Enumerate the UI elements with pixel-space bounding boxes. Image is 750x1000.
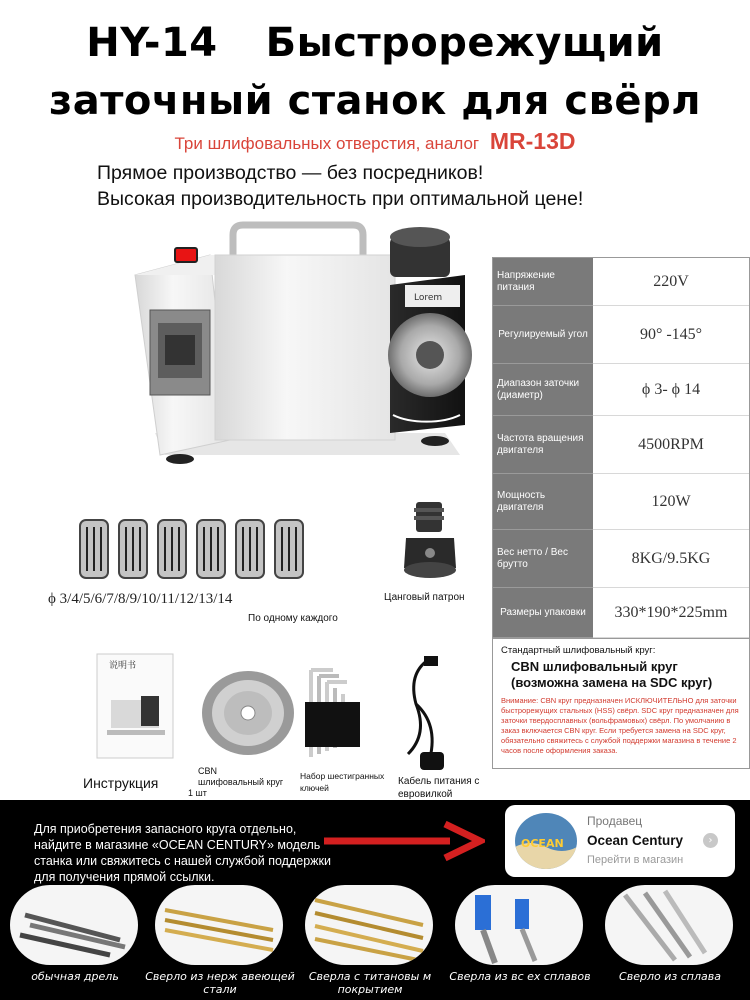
spec-label: Размеры упаковки <box>493 588 593 638</box>
slogan-2: Высокая производительность при оптимальной цене! <box>97 188 584 210</box>
drill-caption-3: Сверла с титановы м покрытием <box>308 970 432 996</box>
drill-caption-4: Сверла из вс ех сплавов <box>449 970 591 983</box>
logo-text: OCEAN <box>521 837 564 850</box>
spec-label: Напряжение питания <box>493 258 593 306</box>
seller-name[interactable]: Ocean Century <box>587 833 684 848</box>
spec-row-angle <box>493 306 749 364</box>
slogan-1: Прямое производство — без посредников! <box>97 162 484 184</box>
manual-image <box>95 652 175 760</box>
title-line-1: Быстрорежущий <box>265 20 664 66</box>
manual-caption: Инструкция <box>83 775 159 791</box>
spec-value: 8KG/9.5KG <box>593 530 749 588</box>
cbn-wheel-image <box>198 668 298 758</box>
wheel-caption-2: шлифовальный круг <box>198 777 284 787</box>
wheel-note-heading: Стандартный шлифовальный круг: <box>501 645 656 656</box>
hex-caption: Набор шестигранных ключей <box>300 771 385 793</box>
wheel-caption-3: 1 шт <box>188 788 207 798</box>
drill-image-1 <box>10 885 138 965</box>
spec-value: ϕ 3- ϕ 14 <box>593 364 749 416</box>
drill-caption-1: обычная дрель <box>31 970 119 983</box>
page-title <box>0 20 750 66</box>
drill-image-4 <box>455 885 583 965</box>
manual-cover-text: 说明书 <box>109 661 137 671</box>
drill-image-3 <box>305 885 433 965</box>
spec-label: Частота вращения двигателя <box>493 416 593 474</box>
drill-caption-5: Сверло из сплава <box>619 970 721 983</box>
model-name: HY-14 <box>86 20 218 66</box>
drill-image-5 <box>605 885 733 965</box>
spec-row-voltage <box>493 258 749 306</box>
ocean-logo-icon <box>515 813 577 869</box>
collets-image <box>75 515 315 585</box>
collets-each: По одному каждого <box>248 613 338 624</box>
red-arrow-icon <box>320 818 485 864</box>
spec-value: 4500RPM <box>593 416 749 474</box>
specs-table <box>492 257 750 639</box>
spec-label: Регулируемый угол <box>493 306 593 364</box>
collet-chuck-image <box>400 498 460 586</box>
chevron-right-icon[interactable]: › <box>703 833 718 848</box>
hex-keys-image <box>303 662 373 762</box>
spec-row-rpm <box>493 416 749 474</box>
power-cable-image <box>398 654 460 774</box>
spec-row-package <box>493 588 749 638</box>
wheel-caption <box>188 766 298 799</box>
spec-label: Мощность двигателя <box>493 474 593 530</box>
go-to-store-link[interactable]: Перейти в магазин <box>587 854 684 866</box>
wheel-note-warning: Внимание: CBN круг предназначен ИСКЛЮЧИТЕЛЬНО для заточки быстрорежущих стальных (HSS) свёрл. SDC круг предназначен для заточки твердосплавных (вольфрамовых) свёрл. По умолчанию в заказ включается CBN круг. Если требуется замена на SDC круг, обязательно свяжитесь с службой поддержки магазина в течение 2 часов после оформления заказа. <box>501 696 739 755</box>
wheel-note-bold: CBN шлифовальный круг (возможна замена на SDC круг) <box>511 659 713 690</box>
seller-label: Продавец <box>587 814 643 828</box>
spec-value: 330*190*225mm <box>593 588 749 638</box>
subtitle-text: Три шлифовальных отверстия, аналог <box>174 134 480 153</box>
title-line-2: заточный станок для свёрл <box>49 78 701 124</box>
banner-text: Для приобретения запасного круга отдельно, найдите в магазине «OCEAN CENTURY» модель станка или свяжитесь с нашей службой поддержки для получения прямой ссылки. <box>34 822 331 884</box>
wheel-note <box>492 639 750 769</box>
spec-row-weight <box>493 530 749 588</box>
spec-value: 90° -145° <box>593 306 749 364</box>
cable-caption: Кабель питания с евровилкой <box>398 776 480 800</box>
collets-sizes: ϕ 3/4/5/6/7/8/9/10/11/12/13/14 <box>48 591 233 607</box>
drill-image-2 <box>155 885 283 965</box>
spec-row-power <box>493 474 749 530</box>
spec-value: 120W <box>593 474 749 530</box>
drill-caption-2: Сверло из нерж авеющей стали <box>145 970 295 996</box>
analog-code: MR-13D <box>489 128 576 154</box>
spec-label: Вес нетто / Вес брутто <box>493 530 593 588</box>
spec-value: 220V <box>593 258 749 306</box>
spec-label: Диапазон заточки (диаметр) <box>493 364 593 416</box>
machine-image <box>115 215 485 470</box>
wheel-caption-1: CBN <box>198 766 218 776</box>
chuck-caption: Цанговый патрон <box>384 592 465 603</box>
seller-card[interactable] <box>505 805 735 877</box>
subtitle <box>0 128 750 155</box>
machine-label: Lorem <box>414 293 443 303</box>
spec-row-range <box>493 364 749 416</box>
